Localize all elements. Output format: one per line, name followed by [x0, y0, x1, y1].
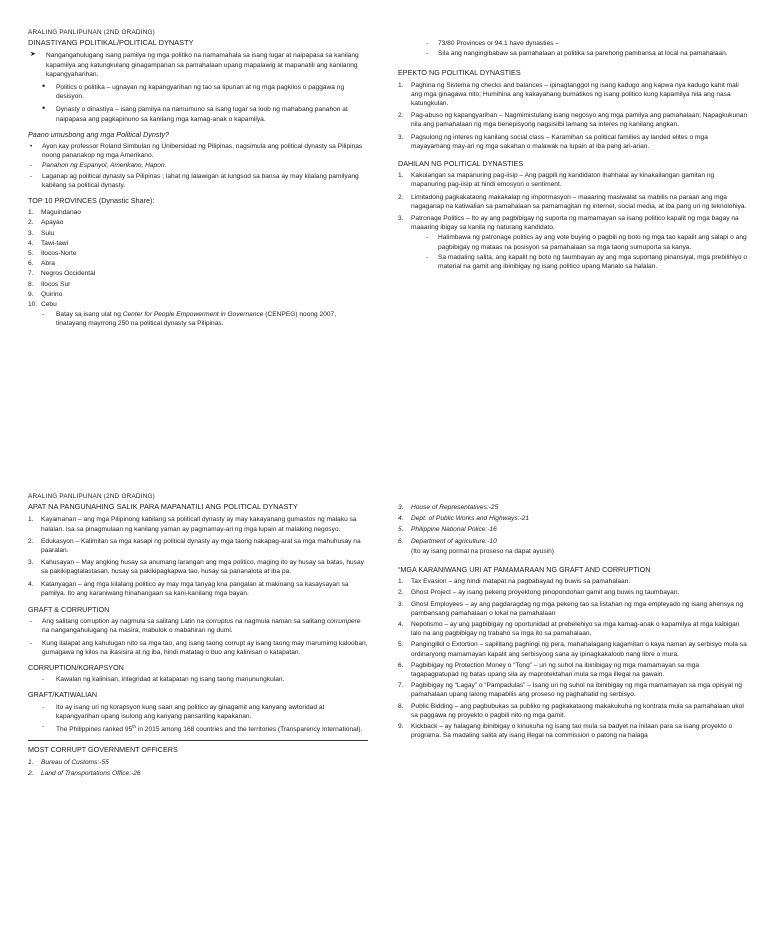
- officer-item: 3. House of Representatives:-25: [398, 504, 499, 511]
- dahilan-item: 3. Patronage Politics – Ito ay ang pagbibigay ng suporta ng mamamayan sa isang politico kapalit ng mga bagay na maaaring ibigay sa kanila ng naturang kandidato.: [398, 215, 739, 232]
- salik-item: 1. Kayamanan – ang mga Pilipinong kabilang sa politicall dynasty ay may kakayanang gumastos ng malaku sa halalan. Isa sa pinagmulaan ng kanilang yaman ay pagmamay-ari ng mga lupain at malaking negosyo.: [28, 516, 357, 533]
- arrow-bullet-icon: ➤: [30, 51, 36, 59]
- dahilan-heading: DAHILAN NG POLITICAL DYNASTIES: [398, 159, 524, 169]
- patronage-sub-item: - Halimbawa ng patronage politics ay ang vote buying o pagbili ng boto ng mga tao kapalit ang salapi o ang pagbibigay ng mataas na posisyon sa pamahalaan sa mga taong sumuporta sa kanya.: [426, 234, 747, 251]
- officer-item: 6. Department of agriculture:-10: [398, 537, 497, 545]
- uri-item: 2. Ghost Project – ay isang pekeng proyektong pinopondohan gamit ang buwis ng taumbayan.: [398, 589, 680, 597]
- graft-item: - Ang salitang corruption ay nagmula sa salitang Latin na corruptus na nagmula naman sa salitang corrumpere na nangangahulugang na masira, mabulok o mabahiran ng dumi.: [30, 618, 361, 635]
- uri-item: 3. Ghost Employees – ay ang pagdaragdag ng mga pekeng tao sa listahan ng mga empleyado ng isang ahensya ng pambansang pamahalaan o lokal na pamahalaan: [398, 600, 744, 617]
- officers-note: (Ito ay isang pormal na proseso na dapat ayusin): [411, 547, 554, 555]
- province-item: 6. Abra: [28, 260, 55, 268]
- definition-item: • Dynasty o dinastiya – isang pamilya na namumuno sa isang lugar sa loob ng mahabang panahon at naipapasa ang pagkapinuno sa kanilang mga kamag-anak o kapamilya.: [42, 103, 348, 123]
- bottom-left-column: [28, 492, 368, 779]
- intro-item: ➤ Nangangahulugang isang pamilya ng mga politiko na namamahala sa isang lugar at naipapasa sa kanilang kapamilya ang katungkulang ginagampanan sa pamahalaan upang mapalawig at mapanatili ang kanilanng kapangyaharihan.: [30, 51, 359, 78]
- ranking-item: - The Philippines ranked 95th in 2015 among 168 countries and the territories (Transparency International).: [42, 723, 363, 734]
- page-header: ARALING PANLIPUNAN (2ND GRADING): [28, 29, 156, 36]
- continued-item: - 73/80 Provinces or 94.1 have dynasties –: [426, 40, 559, 47]
- province-item: 8. Ilocos Sur: [28, 280, 71, 288]
- officer-item: 2. Land of Transportations Office:-26: [28, 769, 141, 777]
- graft-heading: GRAFT & CORRUPTION: [28, 605, 110, 615]
- uri-item: 6. Pagbibigay ng Protection Money o “Tong” – uri ng suhol na ibinibigay ng mga mamamayan sa mga tagapagpatupad ng batas upang sila ay maprotektahan mula sa mga illegal na gawain.: [398, 661, 700, 679]
- divider: [28, 740, 368, 741]
- top10-heading: TOP 10 PROVINCES (Dynastic Share):: [28, 196, 155, 206]
- uri-item: 5. Pangingilkil o Extortion – sapilitang paghingi ng pera, mahahalagang kagamitan o kaya naman ay serbisyo mula sa ordinaryong mamamayan kapalit ang serbisyong sana ay ipinagkakaloob nang libre o mura.: [398, 641, 747, 658]
- uri-item: 4. Nepotismo – ay ang pagbibigay ng oportunidad at prebelehiyo sa mga kamag-anak o kapamilya at mga kaibigan lalo na ang pagbibigay ng trabaho sa mga ito sa pamahalaan.: [398, 621, 740, 638]
- province-item: 2. Apayao: [28, 219, 64, 227]
- top-right-column: [398, 39, 748, 272]
- province-item: 7. Negros Occidental: [28, 270, 96, 278]
- definition-item: • Politics o politika – ugnayan ng kapangyarihan ng tao sa lipunan at ng mga pagkilos o paggawa ng desisyon.: [42, 81, 345, 101]
- epekto-item: 3. Pagsulong ng interes ng kanilang social class – Karamihan sa political families ay landed elites o mga mayayamang may-ari ng mga sakahan o malawak na lupain at iba pang ari-arian.: [398, 133, 708, 150]
- cenpeg-note: - Batay sa isang ulat ng Center for People Empowerment in Governance (CENPEG) noong 2007, tinatayang mayrrong 250 na political dynasty sa Pilipinas.: [42, 311, 337, 328]
- most-corrupt-heading: MOST CORRUPT GOVERNMENT OFFICERS: [28, 745, 178, 755]
- uri-item: 8. Public Bidding – ang pagbubukas sa publiko ng pagkakataong makakukuha ng kontrata mula sa pamahalaan ukol sa paggawa ng proyekto o pagbili nito ng mga gamit.: [398, 702, 744, 719]
- province-item: 3. Sulu: [28, 229, 55, 237]
- answer-item: - Laganap ag political dynasty sa Pilipinas ; lahat ng lalawigan at lungsod sa bansa ay may kilalang pamilyang kabilang sa political dynasty.: [30, 172, 359, 189]
- salik-item: 3. Kahusayan – May angking husay sa anumang larangan ang mga politico, maging ito ay husay sa batas, husay sa pakikipagtalastasan, husay sa pakikipagkapwa tao, husay sa pananalota at iba pa.: [28, 559, 364, 576]
- bottom-right-column: [398, 503, 748, 741]
- province-item: 1. Maguindanao: [28, 209, 81, 217]
- answer-item: - Panahon ng Espanyol, Amerikano, Hapon.: [30, 162, 167, 170]
- officer-item: 4. Dept. of Public Works and Highways:-21: [398, 515, 530, 523]
- uri-heading: “MGA KARANIWANG URI AT PAMAMARAAN NG GRAFT AND CORRUPTION: [398, 565, 651, 575]
- epekto-heading: EPEKTO NG POLITIKAL DYNASTIES: [398, 68, 521, 78]
- uri-item: 1. Tax Evasion – ang hindi matapat na pagbabayad ng buwis sa pamahalaan.: [398, 578, 631, 586]
- salik-item: 4. Katanyagan – ang mga kilalang politico ay may mga tanyag kna pangalan at makinang sa kasaysayan sa pamilya. Ito ang karaniwang hinahangaan sa kani-kanilang mga bayan.: [28, 580, 349, 597]
- dot-bullet-icon: •: [42, 103, 46, 114]
- dahilan-item: 1. Kakulangan sa mapanuring pag-iisip – Ang pagpili ng kandidaton ihahhalal ay kinakailangan gamitan ng mapanuring pag-iisip at hindi emosyon o sentiment.: [398, 172, 715, 189]
- dot-bullet-icon: •: [30, 143, 33, 151]
- uri-item: 7. Pagbibigay ng “Lagay” o “Pampadulas” – Isang uri ng suhol na ibinibigay ng mga mamamayan sa mga opisyal ng pamahalaan upang lalong mapabilis ang proseso ng paghahatid ng serbisyo.: [398, 682, 742, 699]
- province-item: 4. Tawi-tawi: [28, 239, 69, 247]
- section-title: DINASTIYANG POLITIKAL/POLITICAL DYNASTY: [28, 38, 194, 48]
- officer-item: 1. Bureau of Customs:-55: [28, 758, 109, 766]
- uri-item: 9. Kickback – ay halagang ibinibigay o kinukuha ng isang tao mula sa badyet na inilaan para sa isang proyekto o programa. Sa madaling salita aty isang illegal na commission o patong na halaga: [398, 723, 733, 740]
- province-item: 9. Quirino: [28, 290, 63, 298]
- patronage-sub-item: - Sa madaling salita, ang kapalit ng boto ng taumbayan ay ang mga suportang pinansiyal, mga prebilihiyo o material na gamit ang ibinibigay ng isang politico upang Manalo sa halalan.: [426, 253, 748, 271]
- page-header: ARALING PANLIPUNAN (2ND GRADING): [28, 493, 156, 500]
- dahilan-item: 2. Limitadong pagkakataong makakalap ng impormasyon – maaaring masiwalat sa mabilis na paraan ang mga nagaganap na katiwalian sa pamahalaan sa pamamagitan ng internet, social media, at iba pang uri ng teknolohiya.: [398, 193, 747, 210]
- korapsyon-item: - Kawalan ng kalinisan, integridad at katapatan ng isang taong manunungkulan.: [42, 676, 285, 684]
- korapsyon-heading: CORRUPTION/KORAPSYON: [28, 663, 124, 673]
- province-item: 5. Ilocos-Norte: [28, 250, 77, 258]
- province-item: 10. Cebu: [28, 301, 57, 309]
- section-title: APAT NA PANGUNAHING SALIK PARA MAPANATILI ANG POLITICAL DYNASTY: [28, 502, 298, 512]
- officer-item: 5. Philippine National Police:-16: [398, 526, 497, 534]
- epekto-item: 2. Pag-abuso ng kapangyarihan – Nagmimistulang isang negosyo ang mga pamilya ang pamahalaan; Napagkukunan nila ang pamahalaan ng mga benepisyong nagsisilbi lamang sa interes ng kanilang angkan.: [398, 112, 748, 129]
- salik-item: 2. Edukasyon – Kalimitan sa mga kasapi ng political dynasty ay mga taong nakapag-aral sa mga mahuhusay na paaralan.: [28, 537, 361, 555]
- top-left-column: [28, 28, 366, 330]
- dot-bullet-icon: •: [42, 81, 46, 92]
- katiwalian-heading: GRAFT/KATIWALIAN: [28, 690, 98, 700]
- answer-item: • Ayon kay professor Roland Simbulan ng Unibersidad ng Pilipinas, nagsimula ang political dynasty sa Pilipinas noong pananakop ng mga Amerikano.: [30, 143, 363, 160]
- katiwalian-item: - Ito ay isang uri ng korapsyon kung saan ang politico ay ginagamit ang kanyang awtoridad at kapangyarihan upang isulong ang kanyang pansariling kapakanan.: [42, 703, 325, 720]
- question-heading: Paano umusbong ang mga Political Dynsty?: [28, 129, 170, 139]
- graft-item: - Kung ilalapat ang kahulugan nito sa mga tao, ang isang taong corrupt ay isang taong may marumimg kalooban, gumagawa ng kilos na ikasisira at ng iba, hindi matatag o buo ang kalinisan o katapatan.: [30, 639, 368, 656]
- continued-item: - Sila ang nangingibabaw sa pamahalaan at politika sa parehong pambansa at local na pamahalaan.: [426, 50, 728, 58]
- epekto-item: 1. Paghina ng Sistema ng checks and balances – ipinagtanggol ng isang kadugo ang kapwa nya kadugo kahit mali ang mga ginagawa nito; Humihina ang kakayahang bumatikos ng isang politico kung kapamilya nila ang nasa katungkulan.: [398, 81, 739, 108]
